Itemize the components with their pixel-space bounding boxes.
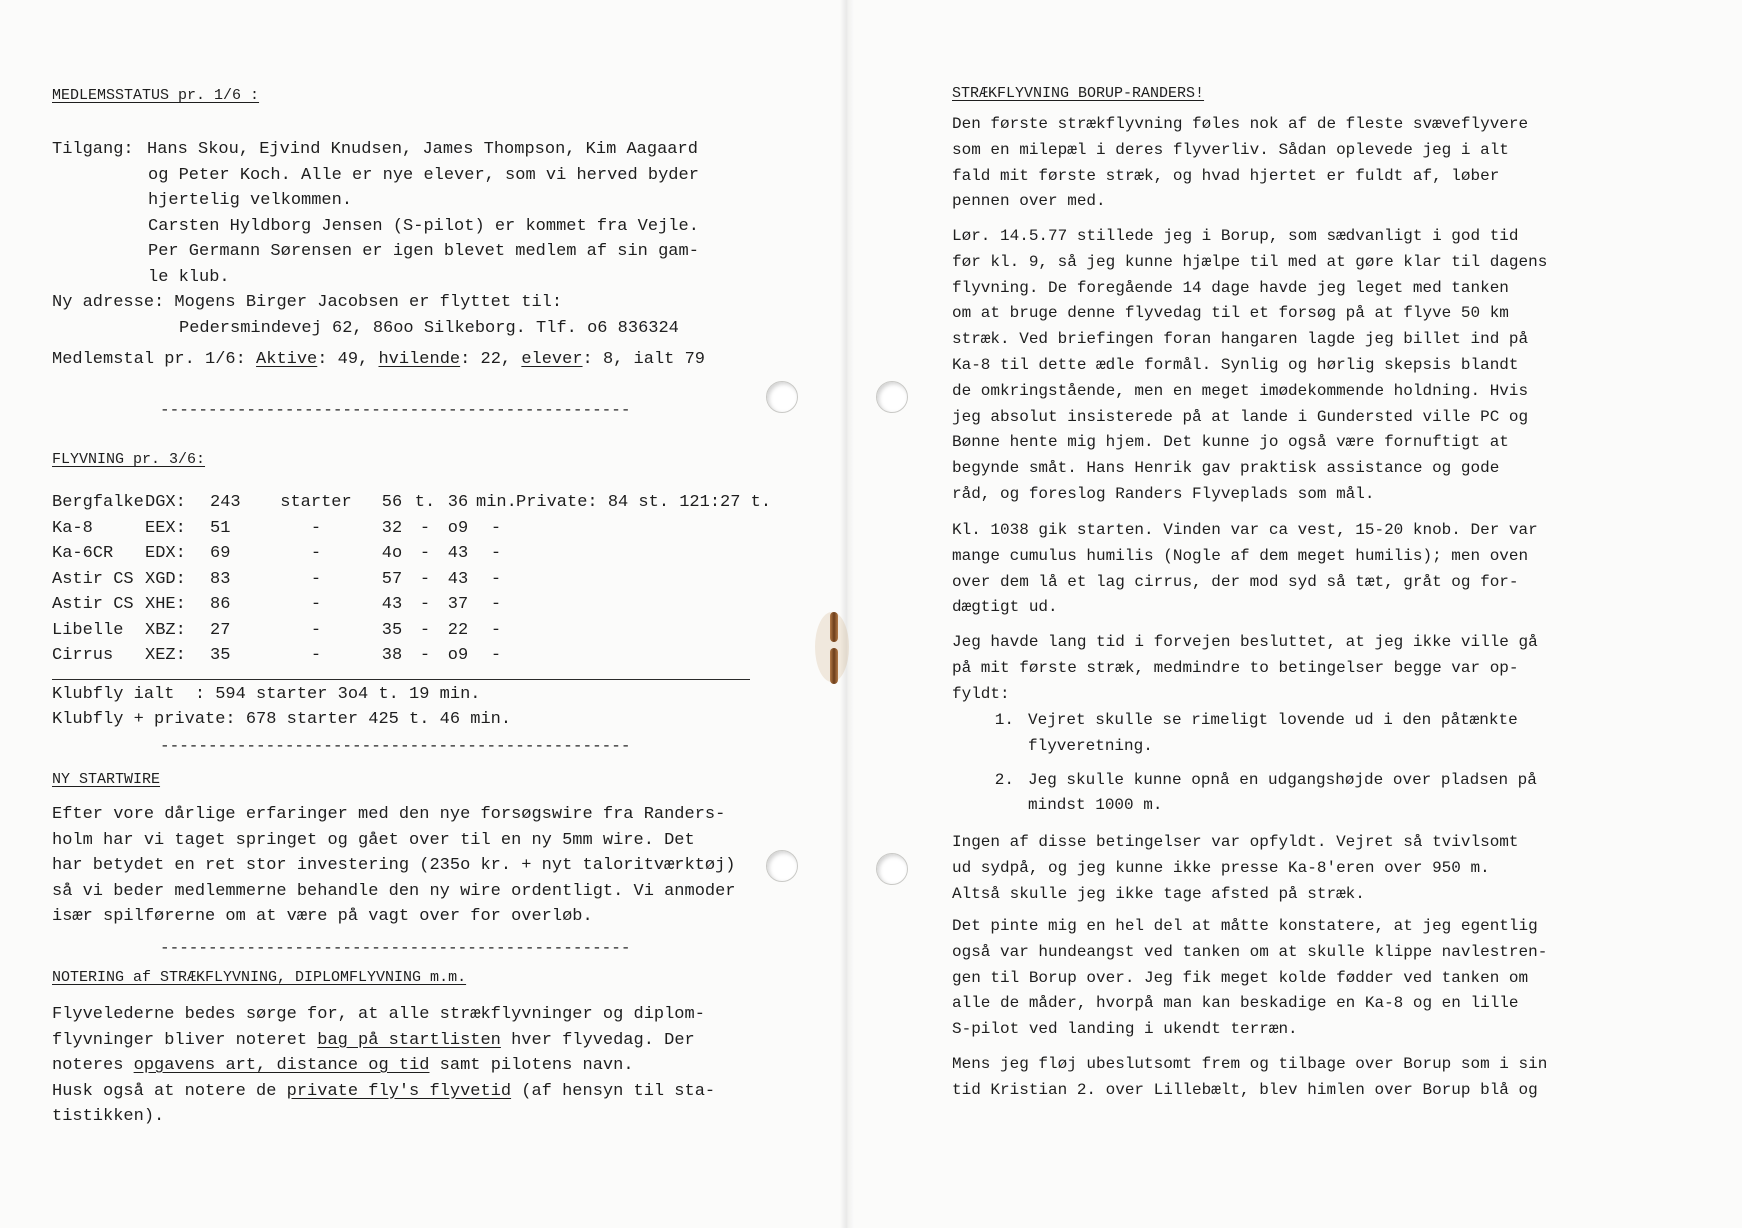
condition-item-1 (952, 708, 1602, 760)
notering-line-5: tistikken). (52, 1107, 165, 1126)
notering-heading: NOTERING af STRÆKFLYVNING, DIPLOMFLYVNING m.m. (52, 969, 467, 986)
students-label: elever (521, 350, 583, 369)
flight-row-3-private-note (516, 541, 856, 567)
flight-row-7-starts: 35 (210, 646, 231, 665)
notering-line-2-underlined: bag på startlisten (317, 1030, 501, 1050)
flight-row-6-aircraft-type: Libelle (52, 620, 124, 640)
flight-row-3-registration: EDX: (145, 544, 186, 563)
flight-row-2-hours: 32 (381, 518, 403, 538)
p7-line: tid Kristian 2. over Lillebælt, blev himlen over Borup blå og (952, 1080, 1538, 1099)
flight-row-2-hours-unit: - (419, 518, 431, 538)
startwire-line-2: holm har vi taget springet og gået over til en ny 5mm wire. Det (52, 830, 695, 850)
tilgang-text-2: og Peter Koch. Alle er nye elever, som vi herved byder (148, 165, 699, 185)
startwire-line-5: især spilførerne om at være på vagt over for overløb. (52, 907, 593, 926)
article-p2 (952, 224, 1602, 508)
tilgang-text-6: le klub. (148, 267, 230, 287)
flight-row-2-starts-word: - (310, 518, 322, 538)
conditions-list (952, 708, 1602, 819)
condition-text: Jeg skulle kunne opnå en udgangshøjde over pladsen på mindst 1000 m. (1028, 770, 1537, 815)
p5-line: Ingen af disse betingelser var opfyldt. Vejret så tvivlsomt (952, 833, 1519, 851)
flight-row-5-starts-word: - (310, 595, 322, 614)
flight-row-4-registration: XGD: (145, 569, 186, 589)
p1-line: pennen over med. (952, 192, 1106, 211)
flight-row-5-starts: 86 (210, 595, 231, 614)
flight-row-7-starts-word: - (310, 646, 322, 665)
startwire-line-3: har betydet en ret stor investering (235o kr. + nyt taloritværktøj) (52, 856, 736, 875)
tilgang-label: Tilgang: (52, 140, 134, 159)
flight-row-4-minutes-unit: - (490, 569, 502, 589)
p2-line: Ka-8 til dette ædle formål. Synlig og hørlig skepsis blandt (952, 355, 1519, 374)
p6-line: alle de måder, hvorpå man kan beskadige en Ka-8 og en lille (952, 994, 1519, 1013)
notering-line-3-underlined: opgavens art, distance og tid (133, 1056, 430, 1075)
flight-row-4-starts: 83 (210, 569, 231, 589)
p4-line: fyldt: (952, 684, 1010, 703)
notering-line-2-a: flyvninger bliver noteret (52, 1030, 318, 1050)
address-first-line (52, 290, 792, 316)
article-p7 (952, 1052, 1602, 1104)
flight-row-4-aircraft-type: Astir CS (52, 569, 134, 589)
p2-line: begynde småt. Hans Henrik gav praktisk assistance og gode (952, 459, 1500, 478)
notering-line-3 (52, 1053, 822, 1079)
flight-row-1-starts-word: starter (280, 493, 352, 512)
p1-line: Den første strækflyvning føles nok af de fleste svæveflyvere (952, 115, 1529, 133)
punch-hole-right-top (876, 381, 908, 413)
p3-line: over dem lå et lag cirrus, der mod syd så tæt, gråt og for- (952, 572, 1519, 591)
p4-line: på mit første stræk, medmindre to betingelser begge var op- (952, 658, 1519, 677)
p4-line: Jeg havde lang tid i forvejen besluttet, at jeg ikke ville gå (952, 633, 1538, 651)
separator-1: ------------------------------------------------- (160, 401, 631, 419)
p6-line: også var hundeangst ved tanken om at skulle klippe navlestren- (952, 942, 1548, 961)
flight-row-1-minutes: 36 (447, 493, 469, 512)
p2-line: Bønne hente mig hjem. Det kunne jo også være fornuftigt at (952, 433, 1509, 452)
p6-line: Det pinte mig en hel del at måtte konstatere, at jeg egentlig (952, 917, 1538, 935)
flight-row-5-hours-unit: - (419, 595, 431, 614)
active-label: Aktive (256, 350, 318, 369)
notering-line-2 (52, 1028, 822, 1054)
p5-line: ud sydpå, og jeg kunne ikke presse Ka-8'eren over 950 m. (952, 858, 1490, 877)
punch-hole-left-top (766, 381, 798, 413)
notering-body (52, 1002, 822, 1130)
flight-row-2-minutes-unit: - (490, 518, 502, 538)
flight-row-4-hours-unit: - (419, 569, 431, 589)
flight-row-6-minutes-unit: - (490, 620, 502, 640)
startwire-body (52, 802, 822, 930)
flight-row-4-starts-word: - (310, 569, 322, 589)
flight-row-1-private-note: Private: 84 st. 121:27 t. (516, 493, 772, 512)
resting-label: hvilende (378, 350, 461, 369)
p3-line: Kl. 1038 gik starten. Vinden var ca vest, 15-20 knob. Der var (952, 521, 1538, 539)
membership-heading: MEDLEMSSTATUS pr. 1/6 : (52, 87, 260, 104)
flight-row-6-starts-word: - (310, 620, 322, 640)
article-heading: STRÆKFLYVNING BORUP-RANDERS! (952, 85, 1205, 102)
p3-line: mange cumulus humilis (Nogle af dem meget humilis); men oven (952, 546, 1529, 565)
condition-number: 1. (994, 711, 1014, 729)
flight-row-2-registration: EEX: (145, 518, 186, 538)
flight-row-2-private-note (516, 516, 856, 542)
condition-number: 2. (994, 770, 1014, 789)
flight-row-5-minutes-unit: - (490, 595, 502, 614)
article-p3 (952, 518, 1602, 621)
students-value: : 8, ialt 79 (582, 350, 705, 369)
p1-line: som en milepæl i deres flyverliv. Sådan oplevede jeg i alt (952, 140, 1509, 159)
resting-value: : 22, (460, 350, 512, 369)
p6-line: S-pilot ved landing i ukendt terræn. (952, 1020, 1298, 1039)
flight-row-3-minutes: 43 (447, 544, 469, 563)
flight-row-2-minutes: o9 (447, 518, 469, 538)
tilgang-text-1: Hans Skou, Ejvind Knudsen, James Thompson, Kim Aagaard (147, 140, 698, 159)
address-text-1: Mogens Birger Jacobsen er flyttet til: (174, 293, 563, 312)
p3-line: dægtigt ud. (952, 598, 1058, 617)
flight-row-3-hours: 4o (381, 544, 403, 563)
flight-row-3-starts: 69 (210, 544, 231, 563)
p2-line: råd, og foreslog Randers Flyveplads som mål. (952, 484, 1375, 503)
article-p4 (952, 630, 1602, 707)
flight-row-1-starts: 243 (210, 493, 241, 512)
p2-line: før kl. 9, så jeg kunne hjælpe til med at gøre klar til dagens (952, 252, 1548, 271)
flights-total-club: Klubfly ialt : 594 starter 3o4 t. 19 min. (52, 685, 481, 704)
member-count (52, 347, 792, 373)
notering-line-4 (52, 1079, 822, 1105)
p2-line: jeg absolut insisterede på at lande i Gundersted ville PC og (952, 407, 1529, 426)
flight-row-4-minutes: 43 (447, 569, 469, 589)
condition-text: Vejret skulle se rimeligt lovende ud i den påtænkte flyveretning. (1028, 711, 1518, 755)
article-p6 (952, 914, 1602, 1043)
flight-row-6-private-note (516, 618, 856, 644)
flight-row-1-registration: DGX: (145, 493, 186, 512)
punch-hole-right-bottom (876, 853, 908, 885)
article-p1 (952, 112, 1602, 215)
p2-line: Lør. 14.5.77 stillede jeg i Borup, som sædvanligt i god tid (952, 227, 1519, 245)
p5-line: Altså skulle jeg ikke tage afsted på stræk. (952, 884, 1365, 903)
notering-line-1: Flyvelederne bedes sørge for, at alle strækflyvninger og diplom- (52, 1005, 705, 1024)
flight-row-6-registration: XBZ: (145, 620, 186, 640)
flights-grid (52, 490, 812, 669)
notering-line-4-underlined: private fly's flyvetid (286, 1081, 512, 1101)
flight-row-6-minutes: 22 (447, 620, 469, 640)
notering-line-4-a: Husk også at notere de (52, 1081, 287, 1101)
flight-row-7-registration: XEZ: (145, 646, 186, 665)
address-label: Ny adresse: (52, 293, 165, 312)
flight-row-4-private-note (516, 567, 856, 593)
notering-line-4-b: (af hensyn til sta- (511, 1081, 716, 1101)
separator-3: ------------------------------------------------- (160, 939, 631, 957)
p2-line: flyvning. De foregående 14 dage havde jeg leget med tanken (952, 278, 1509, 297)
p2-line: de omkringstående, men en meget imødekommende holdning. Hvis (952, 381, 1529, 400)
flight-row-1-hours: 56 (381, 493, 403, 512)
article-p5 (952, 830, 1602, 907)
p2-line: om at bruge denne flyvedag til et forsøg på at flyve 50 km (952, 304, 1509, 323)
flights-total-all: Klubfly + private: 678 starter 425 t. 46 min. (52, 710, 512, 729)
flight-row-7-hours-unit: - (419, 646, 431, 665)
table-rule (52, 679, 750, 680)
flight-row-7-hours: 38 (381, 646, 403, 665)
p6-line: gen til Borup over. Jeg fik meget kolde fødder ved tanken om (952, 968, 1529, 987)
flight-row-6-hours-unit: - (419, 620, 431, 640)
notering-line-2-b: hver flyvedag. Der (500, 1030, 695, 1050)
flight-row-5-minutes: 37 (447, 595, 469, 614)
tilgang-text-4: Carsten Hyldborg Jensen (S-pilot) er kommet fra Vejle. (148, 216, 699, 236)
flight-row-5-registration: XHE: (145, 595, 186, 614)
flight-row-7-aircraft-type: Cirrus (52, 646, 114, 665)
p7-line: Mens jeg fløj ubeslutsomt frem og tilbage over Borup som i sin (952, 1055, 1548, 1073)
p2-line: stræk. Ved briefingen foran hangaren lagde jeg billet ind på (952, 330, 1529, 349)
startwire-line-4: så vi beder medlemmerne behandle den ny wire ordentligt. Vi anmoder (52, 881, 736, 901)
flight-row-5-private-note (516, 592, 856, 618)
member-count-prefix: Medlemstal pr. 1/6: (52, 350, 246, 369)
flight-row-4-hours: 57 (381, 569, 403, 589)
flight-row-3-hours-unit: - (419, 544, 431, 563)
separator-2: ------------------------------------------------- (160, 737, 631, 755)
flight-row-5-hours: 43 (381, 595, 403, 614)
notering-line-3-b: samt pilotens navn. (429, 1056, 634, 1075)
flight-row-3-aircraft-type: Ka-6CR (52, 544, 114, 563)
flights-table (52, 490, 812, 669)
flight-row-6-starts: 27 (210, 620, 231, 640)
flight-row-2-starts: 51 (210, 518, 231, 538)
startwire-line-1: Efter vore dårlige erfaringer med den nye forsøgswire fra Randers- (52, 805, 726, 824)
notering-line-3-a: noteres (52, 1056, 134, 1075)
flight-row-1-aircraft-type: Bergfalke (52, 493, 144, 512)
condition-item-2 (952, 768, 1602, 820)
startwire-heading: NY STARTWIRE (52, 771, 161, 788)
flight-row-1-minutes-unit: min. (476, 493, 517, 512)
flight-row-3-minutes-unit: - (490, 544, 502, 563)
p1-line: fald mit første stræk, og hvad hjertet er fuldt af, løber (952, 166, 1500, 185)
membership-section (52, 137, 792, 373)
flight-row-7-minutes-unit: - (490, 646, 502, 665)
flight-row-6-hours: 35 (381, 620, 403, 640)
flight-row-2-aircraft-type: Ka-8 (52, 518, 93, 538)
tilgang-first-line (52, 137, 792, 163)
flight-row-1-hours-unit: t. (414, 493, 436, 512)
tilgang-text-5: Per Germann Sørensen er igen blevet medlem af sin gam- (148, 242, 699, 261)
flights-heading: FLYVNING pr. 3/6: (52, 451, 206, 468)
flight-row-5-aircraft-type: Astir CS (52, 595, 134, 614)
address-text-2: Pedersmindevej 62, 86oo Silkeborg. Tlf. o6 836324 (179, 318, 679, 338)
flight-row-7-minutes: o9 (447, 646, 469, 665)
flight-row-7-private-note (516, 643, 856, 669)
active-value: : 49, (317, 350, 369, 369)
flight-row-3-starts-word: - (310, 544, 322, 563)
tilgang-text-3: hjertelig velkommen. (148, 191, 353, 210)
